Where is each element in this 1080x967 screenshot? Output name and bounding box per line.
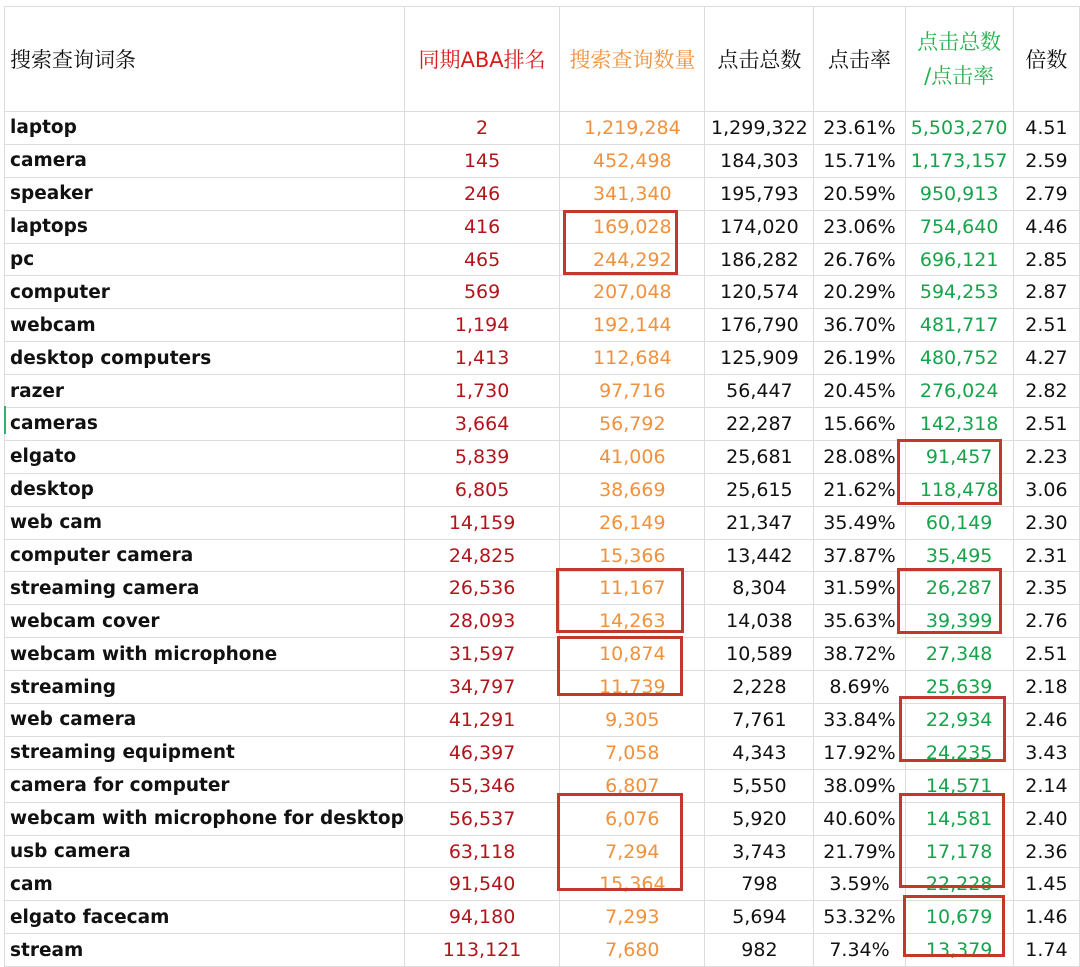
table-row xyxy=(5,572,1080,605)
cell-keyword[interactable]: webcam cover xyxy=(5,605,405,638)
cell-total-clicks[interactable]: 25,681 xyxy=(705,440,814,473)
cell-multiple[interactable]: 2.40 xyxy=(1013,802,1079,835)
cell-ctr[interactable]: 3.59% xyxy=(814,868,905,901)
cell-clicks-over-ctr[interactable]: 118,478 xyxy=(905,473,1013,506)
cell-total-clicks[interactable]: 174,020 xyxy=(705,210,814,243)
cell-ctr[interactable]: 31.59% xyxy=(814,572,905,605)
cell-ctr[interactable]: 37.87% xyxy=(814,539,905,572)
cell-clicks-over-ctr[interactable]: 39,399 xyxy=(905,605,1013,638)
cell-keyword[interactable]: camera for computer xyxy=(5,769,405,802)
cell-aba-rank[interactable]: 1,730 xyxy=(404,375,559,408)
cell-total-clicks[interactable]: 184,303 xyxy=(705,144,814,177)
cell-search-volume[interactable]: 7,294 xyxy=(560,835,705,868)
cell-search-volume[interactable]: 192,144 xyxy=(560,309,705,342)
cell-ctr[interactable]: 28.08% xyxy=(814,440,905,473)
cell-clicks-over-ctr[interactable]: 1,173,157 xyxy=(905,144,1013,177)
cell-multiple[interactable]: 2.85 xyxy=(1013,243,1079,276)
cell-keyword[interactable]: pc xyxy=(5,243,405,276)
table-row xyxy=(5,901,1080,934)
cell-aba-rank[interactable]: 5,839 xyxy=(404,440,559,473)
cell-aba-rank[interactable]: 26,536 xyxy=(404,572,559,605)
cell-keyword[interactable]: web cam xyxy=(5,506,405,539)
table-row xyxy=(5,375,1080,408)
cell-search-volume[interactable]: 1,219,284 xyxy=(560,112,705,145)
cell-search-volume[interactable]: 452,498 xyxy=(560,144,705,177)
cell-ctr[interactable]: 26.19% xyxy=(814,342,905,375)
cell-ctr[interactable]: 20.45% xyxy=(814,375,905,408)
cell-multiple[interactable]: 2.87 xyxy=(1013,276,1079,309)
cell-keyword[interactable]: streaming equipment xyxy=(5,736,405,769)
cell-multiple[interactable]: 2.30 xyxy=(1013,506,1079,539)
cell-search-volume[interactable]: 11,167 xyxy=(560,572,705,605)
cell-aba-rank[interactable]: 31,597 xyxy=(404,638,559,671)
table-row xyxy=(5,112,1080,145)
cell-keyword[interactable]: laptops xyxy=(5,210,405,243)
cell-ctr[interactable]: 20.29% xyxy=(814,276,905,309)
cell-keyword[interactable]: cameras xyxy=(5,408,405,441)
cell-ctr[interactable]: 23.06% xyxy=(814,210,905,243)
cell-keyword[interactable]: cam xyxy=(5,868,405,901)
cell-total-clicks[interactable]: 25,615 xyxy=(705,473,814,506)
table-row xyxy=(5,243,1080,276)
cell-ctr[interactable]: 33.84% xyxy=(814,704,905,737)
cell-multiple[interactable]: 1.74 xyxy=(1013,934,1079,967)
cell-multiple[interactable]: 3.43 xyxy=(1013,736,1079,769)
keyword-data-table xyxy=(4,6,1080,967)
table-row xyxy=(5,144,1080,177)
cell-total-clicks[interactable]: 4,343 xyxy=(705,736,814,769)
cell-total-clicks[interactable]: 21,347 xyxy=(705,506,814,539)
cell-clicks-over-ctr[interactable]: 25,639 xyxy=(905,671,1013,704)
cell-search-volume[interactable]: 10,874 xyxy=(560,638,705,671)
table-row xyxy=(5,506,1080,539)
cell-clicks-over-ctr[interactable]: 594,253 xyxy=(905,276,1013,309)
cell-search-volume[interactable]: 11,739 xyxy=(560,671,705,704)
cell-aba-rank[interactable]: 113,121 xyxy=(404,934,559,967)
cell-keyword[interactable]: desktop computers xyxy=(5,342,405,375)
cell-clicks-over-ctr[interactable]: 480,752 xyxy=(905,342,1013,375)
cell-clicks-over-ctr[interactable]: 754,640 xyxy=(905,210,1013,243)
header-search-volume: 搜索查询数量 xyxy=(560,7,705,112)
cell-multiple[interactable]: 2.14 xyxy=(1013,769,1079,802)
cell-total-clicks[interactable]: 5,550 xyxy=(705,769,814,802)
cell-clicks-over-ctr[interactable]: 276,024 xyxy=(905,375,1013,408)
cell-multiple[interactable]: 2.51 xyxy=(1013,638,1079,671)
cell-multiple[interactable]: 3.06 xyxy=(1013,473,1079,506)
table-row xyxy=(5,440,1080,473)
cell-clicks-over-ctr[interactable]: 5,503,270 xyxy=(905,112,1013,145)
cell-clicks-over-ctr[interactable]: 10,679 xyxy=(905,901,1013,934)
cell-multiple[interactable]: 1.45 xyxy=(1013,868,1079,901)
header-row xyxy=(5,7,1080,112)
header-ratio-line1: 点击总数 xyxy=(917,30,1002,54)
cell-multiple[interactable]: 2.36 xyxy=(1013,835,1079,868)
cell-total-clicks[interactable]: 8,304 xyxy=(705,572,814,605)
cell-clicks-over-ctr[interactable]: 950,913 xyxy=(905,177,1013,210)
cell-aba-rank[interactable]: 246 xyxy=(404,177,559,210)
cell-search-volume[interactable]: 244,292 xyxy=(560,243,705,276)
cell-aba-rank[interactable]: 145 xyxy=(404,144,559,177)
cell-aba-rank[interactable]: 41,291 xyxy=(404,704,559,737)
cell-total-clicks[interactable]: 176,790 xyxy=(705,309,814,342)
header-multiple: 倍数 xyxy=(1013,7,1079,112)
cell-total-clicks[interactable]: 5,694 xyxy=(705,901,814,934)
cell-aba-rank[interactable]: 2 xyxy=(404,112,559,145)
cell-ctr[interactable]: 15.66% xyxy=(814,408,905,441)
cell-clicks-over-ctr[interactable]: 481,717 xyxy=(905,309,1013,342)
cell-clicks-over-ctr[interactable]: 60,149 xyxy=(905,506,1013,539)
cell-multiple[interactable]: 1.46 xyxy=(1013,901,1079,934)
cell-clicks-over-ctr[interactable]: 13,379 xyxy=(905,934,1013,967)
cell-search-volume[interactable]: 56,792 xyxy=(560,408,705,441)
cell-keyword[interactable]: webcam with microphone xyxy=(5,638,405,671)
cell-total-clicks[interactable]: 5,920 xyxy=(705,802,814,835)
cell-multiple[interactable]: 2.51 xyxy=(1013,408,1079,441)
cell-ctr[interactable]: 38.72% xyxy=(814,638,905,671)
cell-search-volume[interactable]: 38,669 xyxy=(560,473,705,506)
cell-ctr[interactable]: 26.76% xyxy=(814,243,905,276)
table-row xyxy=(5,210,1080,243)
table-row xyxy=(5,769,1080,802)
cell-total-clicks[interactable]: 10,589 xyxy=(705,638,814,671)
cell-search-volume[interactable]: 207,048 xyxy=(560,276,705,309)
cell-search-volume[interactable]: 97,716 xyxy=(560,375,705,408)
cell-aba-rank[interactable]: 24,825 xyxy=(404,539,559,572)
cell-ctr[interactable]: 17.92% xyxy=(814,736,905,769)
cell-total-clicks[interactable]: 195,793 xyxy=(705,177,814,210)
table-row xyxy=(5,539,1080,572)
cell-multiple[interactable]: 2.51 xyxy=(1013,309,1079,342)
cell-aba-rank[interactable]: 465 xyxy=(404,243,559,276)
cell-ctr[interactable]: 15.71% xyxy=(814,144,905,177)
cell-aba-rank[interactable]: 3,664 xyxy=(404,408,559,441)
cell-clicks-over-ctr[interactable]: 14,581 xyxy=(905,802,1013,835)
cell-ctr[interactable]: 35.49% xyxy=(814,506,905,539)
table-body xyxy=(5,112,1080,967)
cell-total-clicks[interactable]: 798 xyxy=(705,868,814,901)
cell-total-clicks[interactable]: 2,228 xyxy=(705,671,814,704)
cell-clicks-over-ctr[interactable]: 26,287 xyxy=(905,572,1013,605)
cell-aba-rank[interactable]: 569 xyxy=(404,276,559,309)
cell-multiple[interactable]: 2.82 xyxy=(1013,375,1079,408)
header-clicks-over-ctr xyxy=(905,7,1013,112)
cell-ctr[interactable]: 23.61% xyxy=(814,112,905,145)
table-row xyxy=(5,802,1080,835)
cell-aba-rank[interactable]: 34,797 xyxy=(404,671,559,704)
table-row xyxy=(5,868,1080,901)
cell-keyword[interactable]: camera xyxy=(5,144,405,177)
cell-total-clicks[interactable]: 13,442 xyxy=(705,539,814,572)
cell-multiple[interactable]: 2.79 xyxy=(1013,177,1079,210)
table-row xyxy=(5,309,1080,342)
cell-keyword[interactable]: elgato xyxy=(5,440,405,473)
cell-clicks-over-ctr[interactable]: 14,571 xyxy=(905,769,1013,802)
cell-multiple[interactable]: 4.27 xyxy=(1013,342,1079,375)
table-row xyxy=(5,342,1080,375)
cell-aba-rank[interactable]: 91,540 xyxy=(404,868,559,901)
cell-total-clicks[interactable]: 120,574 xyxy=(705,276,814,309)
cell-keyword[interactable]: elgato facecam xyxy=(5,901,405,934)
cell-ctr[interactable]: 8.69% xyxy=(814,671,905,704)
cell-search-volume[interactable]: 112,684 xyxy=(560,342,705,375)
cell-total-clicks[interactable]: 1,299,322 xyxy=(705,112,814,145)
cell-clicks-over-ctr[interactable]: 91,457 xyxy=(905,440,1013,473)
cell-total-clicks[interactable]: 982 xyxy=(705,934,814,967)
cell-total-clicks[interactable]: 56,447 xyxy=(705,375,814,408)
cell-keyword[interactable]: speaker xyxy=(5,177,405,210)
cell-multiple[interactable]: 2.46 xyxy=(1013,704,1079,737)
cell-total-clicks[interactable]: 3,743 xyxy=(705,835,814,868)
cell-search-volume[interactable]: 169,028 xyxy=(560,210,705,243)
cell-ctr[interactable]: 21.62% xyxy=(814,473,905,506)
cell-total-clicks[interactable]: 22,287 xyxy=(705,408,814,441)
cell-keyword[interactable]: desktop xyxy=(5,473,405,506)
cell-search-volume[interactable]: 9,305 xyxy=(560,704,705,737)
cell-multiple[interactable]: 2.18 xyxy=(1013,671,1079,704)
cell-multiple[interactable]: 2.59 xyxy=(1013,144,1079,177)
cell-multiple[interactable]: 2.23 xyxy=(1013,440,1079,473)
cell-multiple[interactable]: 4.51 xyxy=(1013,112,1079,145)
cell-aba-rank[interactable]: 46,397 xyxy=(404,736,559,769)
cell-aba-rank[interactable]: 14,159 xyxy=(404,506,559,539)
cell-search-volume[interactable]: 341,340 xyxy=(560,177,705,210)
cell-aba-rank[interactable]: 56,537 xyxy=(404,802,559,835)
cell-search-volume[interactable]: 6,076 xyxy=(560,802,705,835)
cell-aba-rank[interactable]: 63,118 xyxy=(404,835,559,868)
cell-clicks-over-ctr[interactable]: 17,178 xyxy=(905,835,1013,868)
cell-ctr[interactable]: 38.09% xyxy=(814,769,905,802)
cell-search-volume[interactable]: 26,149 xyxy=(560,506,705,539)
cell-search-volume[interactable]: 7,680 xyxy=(560,934,705,967)
cell-keyword[interactable]: computer camera xyxy=(5,539,405,572)
header-keyword: 搜索查询词条 xyxy=(5,7,405,112)
table-row xyxy=(5,408,1080,441)
cell-total-clicks[interactable]: 125,909 xyxy=(705,342,814,375)
table-row xyxy=(5,276,1080,309)
cell-aba-rank[interactable]: 28,093 xyxy=(404,605,559,638)
cell-aba-rank[interactable]: 416 xyxy=(404,210,559,243)
cell-clicks-over-ctr[interactable]: 142,318 xyxy=(905,408,1013,441)
cell-ctr[interactable]: 35.63% xyxy=(814,605,905,638)
cell-keyword[interactable]: webcam with microphone for desktop xyxy=(5,802,405,835)
cell-aba-rank[interactable]: 1,194 xyxy=(404,309,559,342)
table-row xyxy=(5,835,1080,868)
cell-total-clicks[interactable]: 186,282 xyxy=(705,243,814,276)
cell-keyword[interactable]: laptop xyxy=(5,112,405,145)
table-row xyxy=(5,473,1080,506)
cell-search-volume[interactable]: 6,807 xyxy=(560,769,705,802)
header-aba-rank: 同期ABA排名 xyxy=(404,7,559,112)
table-row xyxy=(5,605,1080,638)
table-row xyxy=(5,934,1080,967)
cell-search-volume[interactable]: 15,366 xyxy=(560,539,705,572)
cell-ctr[interactable]: 53.32% xyxy=(814,901,905,934)
cell-total-clicks[interactable]: 14,038 xyxy=(705,605,814,638)
cell-ctr[interactable]: 20.59% xyxy=(814,177,905,210)
cell-keyword[interactable]: webcam xyxy=(5,309,405,342)
cell-keyword[interactable]: streaming camera xyxy=(5,572,405,605)
cell-search-volume[interactable]: 7,058 xyxy=(560,736,705,769)
header-ratio-line2: /点击率 xyxy=(924,64,995,88)
cell-clicks-over-ctr[interactable]: 696,121 xyxy=(905,243,1013,276)
cell-cursor-marker xyxy=(4,406,6,434)
table-row xyxy=(5,704,1080,737)
cell-keyword[interactable]: stream xyxy=(5,934,405,967)
cell-multiple[interactable]: 2.31 xyxy=(1013,539,1079,572)
table-row xyxy=(5,671,1080,704)
header-ctr: 点击率 xyxy=(814,7,905,112)
cell-multiple[interactable]: 2.35 xyxy=(1013,572,1079,605)
cell-keyword[interactable]: web camera xyxy=(5,704,405,737)
header-total-clicks: 点击总数 xyxy=(705,7,814,112)
cell-search-volume[interactable]: 41,006 xyxy=(560,440,705,473)
cell-clicks-over-ctr[interactable]: 27,348 xyxy=(905,638,1013,671)
cell-ctr[interactable]: 7.34% xyxy=(814,934,905,967)
cell-aba-rank[interactable]: 55,346 xyxy=(404,769,559,802)
cell-search-volume[interactable]: 7,293 xyxy=(560,901,705,934)
table-row xyxy=(5,638,1080,671)
table-row xyxy=(5,177,1080,210)
cell-clicks-over-ctr[interactable]: 24,235 xyxy=(905,736,1013,769)
cell-clicks-over-ctr[interactable]: 22,228 xyxy=(905,868,1013,901)
cell-multiple[interactable]: 4.46 xyxy=(1013,210,1079,243)
cell-keyword[interactable]: usb camera xyxy=(5,835,405,868)
cell-total-clicks[interactable]: 7,761 xyxy=(705,704,814,737)
cell-search-volume[interactable]: 15,364 xyxy=(560,868,705,901)
cell-clicks-over-ctr[interactable]: 22,934 xyxy=(905,704,1013,737)
cell-ctr[interactable]: 36.70% xyxy=(814,309,905,342)
cell-keyword[interactable]: razer xyxy=(5,375,405,408)
cell-keyword[interactable]: streaming xyxy=(5,671,405,704)
cell-multiple[interactable]: 2.76 xyxy=(1013,605,1079,638)
table-row xyxy=(5,736,1080,769)
cell-ctr[interactable]: 21.79% xyxy=(814,835,905,868)
cell-aba-rank[interactable]: 94,180 xyxy=(404,901,559,934)
cell-keyword[interactable]: computer xyxy=(5,276,405,309)
cell-aba-rank[interactable]: 6,805 xyxy=(404,473,559,506)
cell-ctr[interactable]: 40.60% xyxy=(814,802,905,835)
cell-search-volume[interactable]: 14,263 xyxy=(560,605,705,638)
cell-clicks-over-ctr[interactable]: 35,495 xyxy=(905,539,1013,572)
cell-aba-rank[interactable]: 1,413 xyxy=(404,342,559,375)
